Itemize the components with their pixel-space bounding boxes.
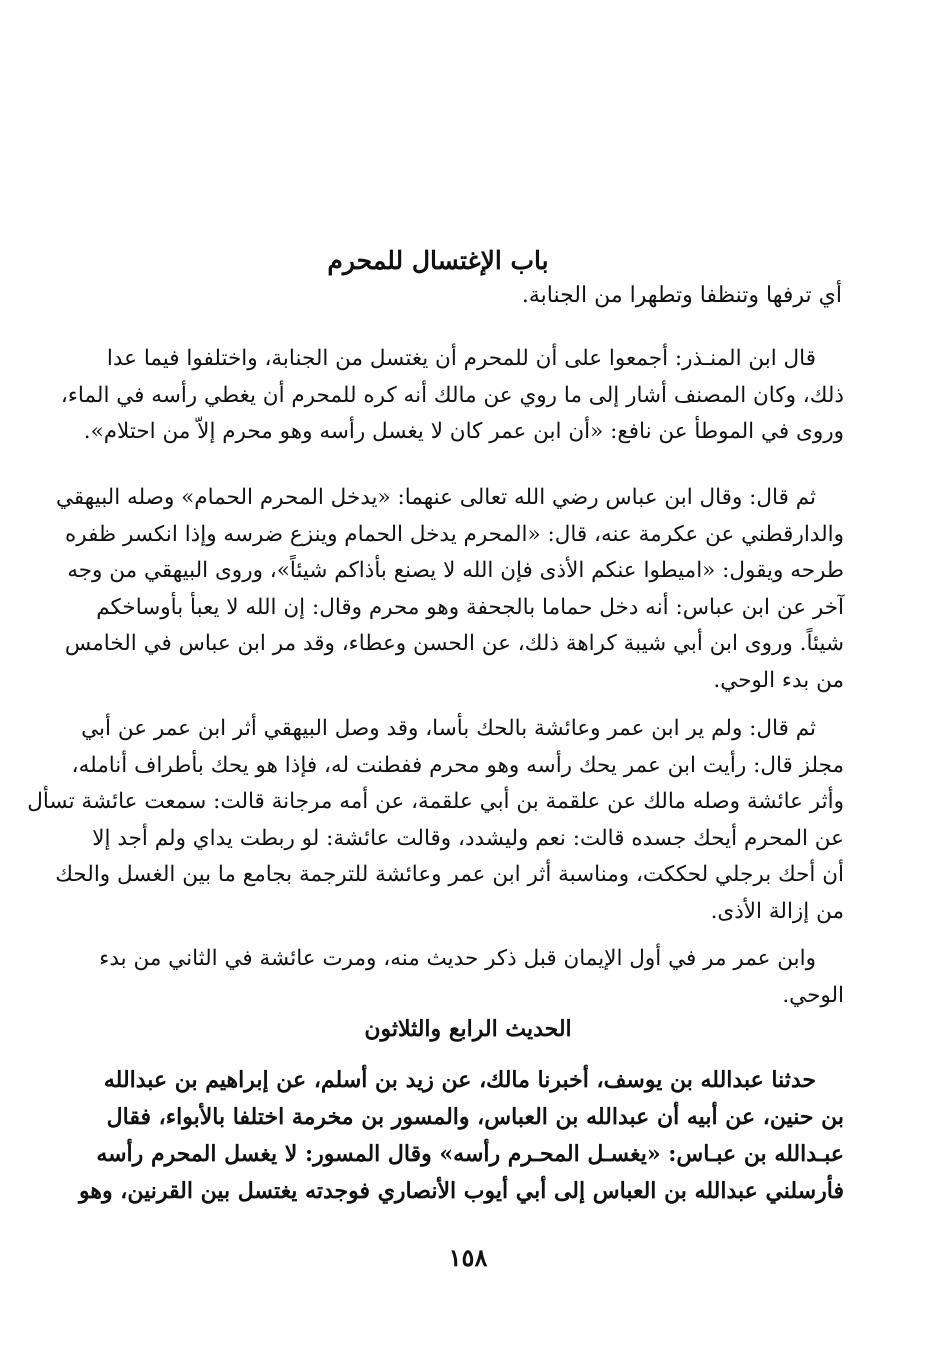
text-line: من إزالة الأذى. bbox=[710, 898, 844, 924]
text-line: أن أحك برجلي لحككت، ومناسبة أثر ابن عمر وعائشة للترجمة بجامع ما بين الغسل والحك bbox=[55, 862, 844, 887]
text-line: من بدء الوحي. bbox=[713, 667, 844, 693]
text-line: ثم قال: ولم ير ابن عمر وعائشة بالحك بأسا، وقد وصل البيهقي أثر ابن عمر عن أبي bbox=[81, 716, 816, 741]
chapter-title: باب الإغتسال للمحرم bbox=[327, 246, 549, 275]
text-line: قال ابن المنـذر: أجمعوا على أن للمحرم أن يغتسل من الجنابة، واختلفوا فيما عدا bbox=[106, 346, 816, 371]
text-line: بن حنين، عن أبيه أن عبدالله بن العباس، والمسور بن مخرمة اختلفا بالأبواء، فقال bbox=[106, 1104, 844, 1130]
text-line: عبـدالله بن عبـاس: «يغسـل المحـرم رأسه» وقال المسور: لا يغسل المحرم رأسه bbox=[96, 1141, 844, 1167]
hadith-text bbox=[72, 1062, 844, 1210]
text-line: وروى في الموطأ عن نافع: «أن ابن عمر كان لا يغسل رأسه وهو محرم إلاّ من احتلام». bbox=[83, 419, 844, 444]
text-line: طرحه ويقول: «اميطوا عنكم الأذى فإن الله لا يصنع بأذاكم شيئاً»، وروى البيهقي من وجه bbox=[67, 558, 844, 583]
page-number: ١٥٨ bbox=[448, 1243, 488, 1272]
text-line: وابن عمر مر في أول الإيمان قبل ذكر حديث منه، ومرت عائشة في الثاني من بدء bbox=[99, 946, 816, 971]
text-line: وأثر عائشة وصله مالك عن علقمة بن أبي علقمة، عن أمه مرجانة قالت: سمعت عائشة تسأل bbox=[27, 789, 844, 814]
text-line: والدارقطني عن عكرمة عنه، قال: «المحرم يدخل الحمام وينزع ضرسه وإذا انكسر ظفره bbox=[65, 521, 844, 547]
text-line: ثم قال: وقال ابن عباس رضي الله تعالى عنهما: «يدخل المحرم الحمام» وصله البيهقي bbox=[56, 485, 816, 510]
paragraph-1 bbox=[60, 341, 844, 451]
paragraph-3 bbox=[27, 711, 844, 930]
text-line: الوحي. bbox=[782, 982, 844, 1008]
text-line: فأرسلني عبدالله بن العباس إلى أبي أيوب الأنصاري فوجدته يغتسل بين القرنين، وهو bbox=[79, 1178, 844, 1204]
text-line: حدثنا عبدالله بن يوسف، أخبرنا مالك، عن زيد بن أسلم، عن إبراهيم بن عبدالله bbox=[103, 1067, 816, 1093]
text-line: مجلز قال: رأيت ابن عمر يحك رأسه وهو محرم ففطنت له، فإذا هو يحك بأطراف أنامله، bbox=[71, 752, 844, 778]
paragraph-2 bbox=[56, 480, 844, 699]
paragraph-4 bbox=[72, 941, 844, 1014]
chapter-subtitle: أي ترفها وتنظفا وتطهرا من الجنابة. bbox=[521, 283, 842, 308]
text-line: ذلك، وكان المصنف أشار إلى ما روي عن مالك أنه كره للمحرم أن يغطي رأسه في الماء، bbox=[60, 382, 844, 408]
text-line: آخر عن ابن عباس: أنه دخل حماما بالجحفة وهو محرم وقال: إن الله لا يعبأ بأوساخكم bbox=[96, 594, 844, 620]
text-line: عن المحرم أيحك جسده قالت: نعم وليشدد، وقالت عائشة: لو ربطت يداي ولم أجد إلا bbox=[92, 825, 844, 851]
text-line: شيئاً. وروى ابن أبي شيبة كراهة ذلك، عن الحسن وعطاء، وقد مر ابن عباس في الخامس bbox=[64, 631, 844, 656]
hadith-title: الحديث الرابع والثلاثون bbox=[364, 1016, 572, 1042]
